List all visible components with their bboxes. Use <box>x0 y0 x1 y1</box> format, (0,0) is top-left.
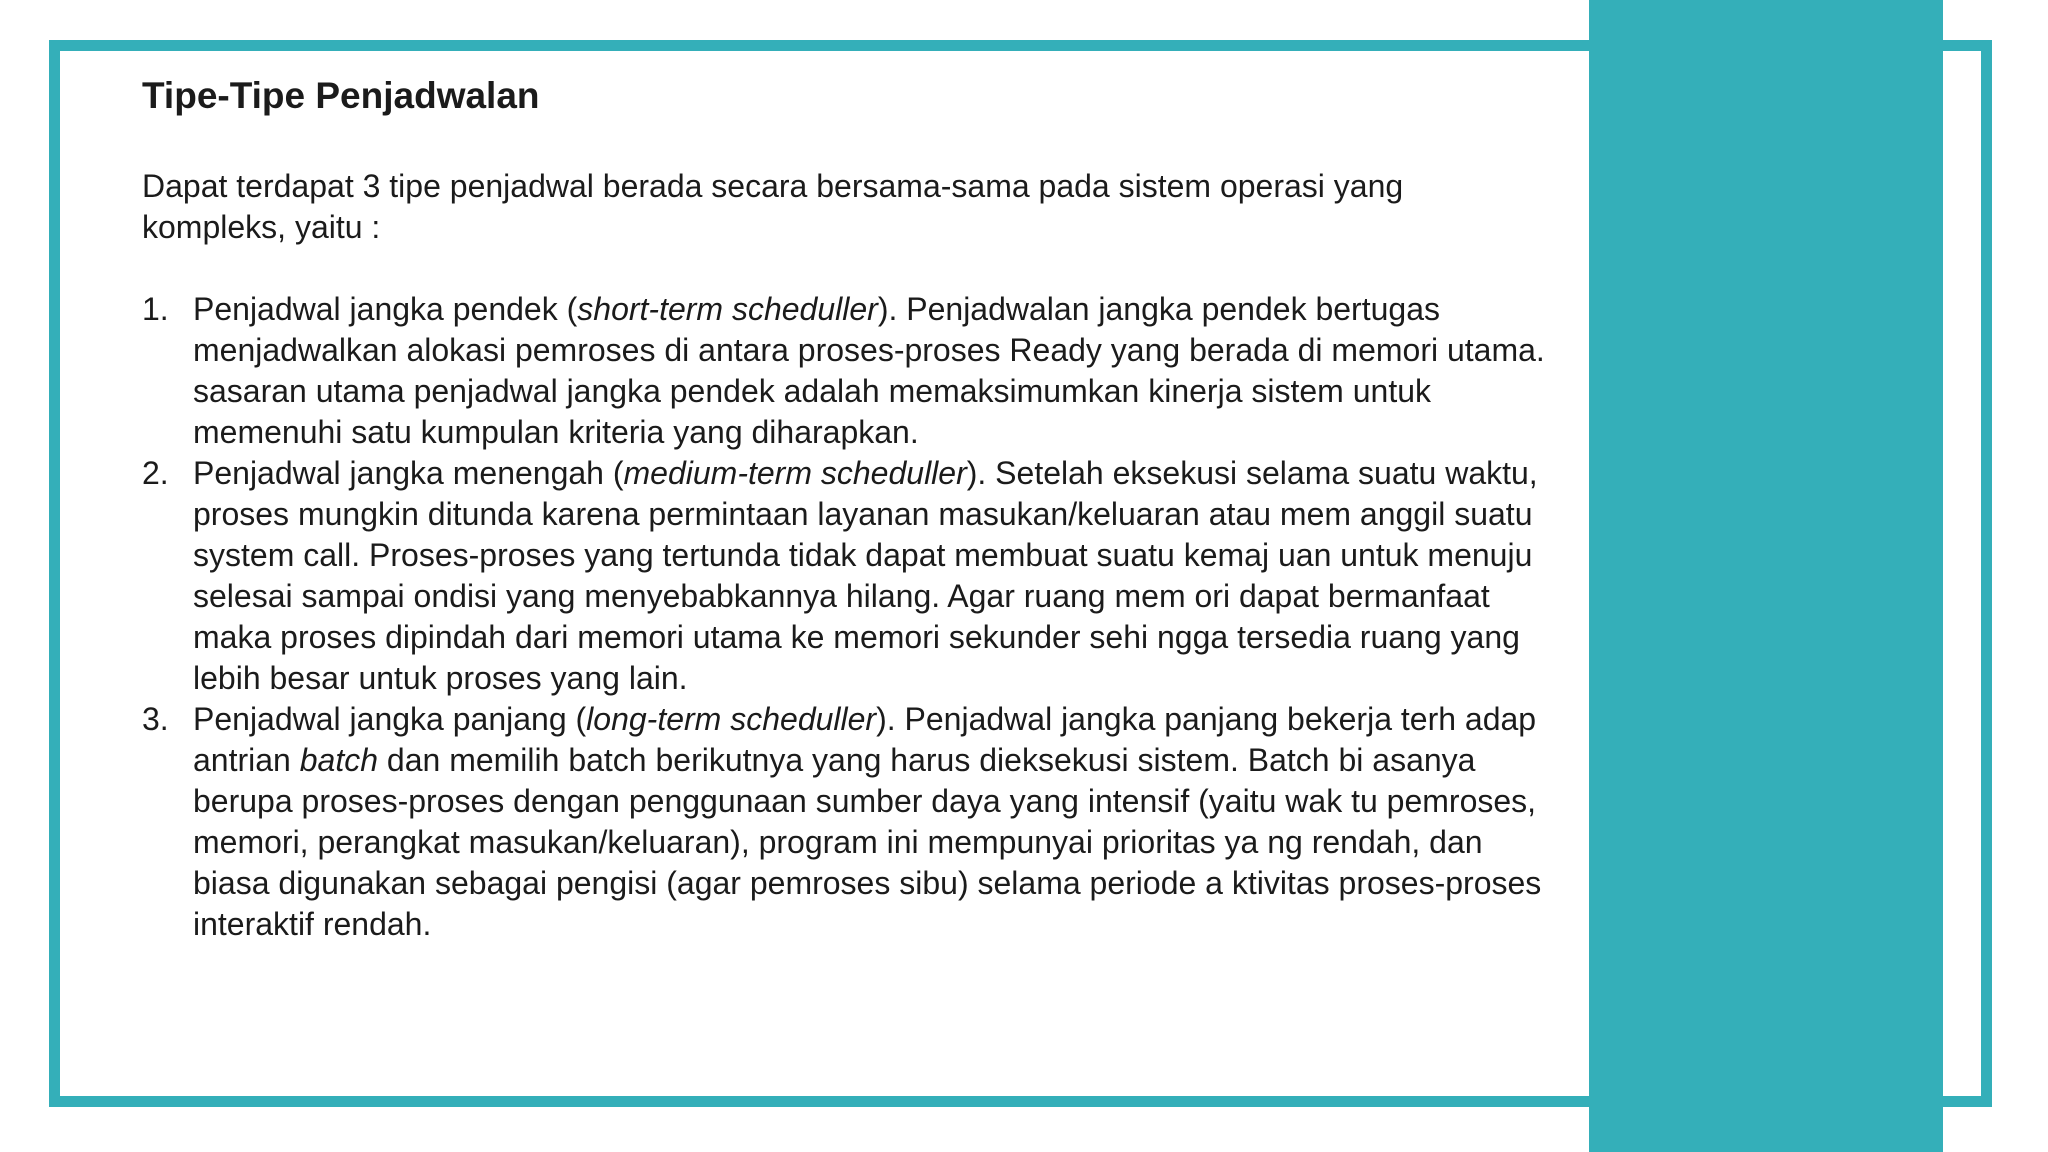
list-item-text <box>193 289 1562 453</box>
list-item-number: 3. <box>142 701 169 737</box>
list-item <box>142 699 1562 945</box>
list-item-number: 2. <box>142 455 169 491</box>
decorative-side-bar <box>1589 0 1943 1152</box>
list-item-number: 1. <box>142 291 169 327</box>
italic-term: medium-term scheduller <box>623 455 967 491</box>
italic-term: batch <box>299 742 379 778</box>
text-segment: ). Penjadwal jangka panjang bekerja terh adap antrian <box>193 701 1537 778</box>
text-segment: ). Penjadwalan jangka pendek bertugas menjadwalkan alokasi pemroses di antara proses-proses Ready yang berada di memori utama. sasaran utama penjadwal jangka pendek adalah memaksimumkan kinerja sistem untuk memenuhi satu kumpulan kriteria yang diharapkan. <box>193 291 1545 450</box>
list-item <box>142 453 1562 699</box>
scheduler-list <box>142 289 1562 945</box>
text-segment: Penjadwal jangka panjang ( <box>193 701 587 737</box>
list-item <box>142 289 1562 453</box>
italic-term: long-term scheduller <box>586 701 877 737</box>
text-segment: dan memilih batch berikutnya yang harus dieksekusi sistem. Batch bi asanya berupa proses-proses dengan penggunaan sumber daya yang intensif (yaitu wak tu pemroses, memori, perangkat masukan/keluaran), program ini mempunyai prioritas ya ng rendah, dan biasa digunakan sebagai pengisi (agar pemroses sibu) selama periode a ktivitas proses-proses interaktif rendah. <box>193 742 1542 942</box>
text-segment: Penjadwal jangka pendek ( <box>193 291 578 327</box>
text-segment: Penjadwal jangka menengah ( <box>193 455 624 491</box>
intro-paragraph: Dapat terdapat 3 tipe penjadwal berada secara bersama-sama pada sistem operasi yang kompleks, yaitu : <box>142 168 1404 245</box>
text-segment: ). Setelah eksekusi selama suatu waktu, proses mungkin ditunda karena permintaan layanan masukan/keluaran atau mem anggil suatu system call. Proses-proses yang tertunda tidak dapat membuat suatu kemaj uan untuk menuju selesai sampai ondisi yang menyebabkannya hilang. Agar ruang mem ori dapat bermanfaat maka proses dipindah dari memori utama ke memori sekunder sehi ngga tersedia ruang yang lebih besar untuk proses yang lain. <box>193 455 1538 696</box>
list-item-text <box>193 453 1562 699</box>
slide-title: Tipe-Tipe Penjadwalan <box>142 75 540 116</box>
italic-term: short-term scheduller <box>577 291 878 327</box>
list-item-text <box>193 699 1562 945</box>
slide-content <box>142 70 1562 945</box>
